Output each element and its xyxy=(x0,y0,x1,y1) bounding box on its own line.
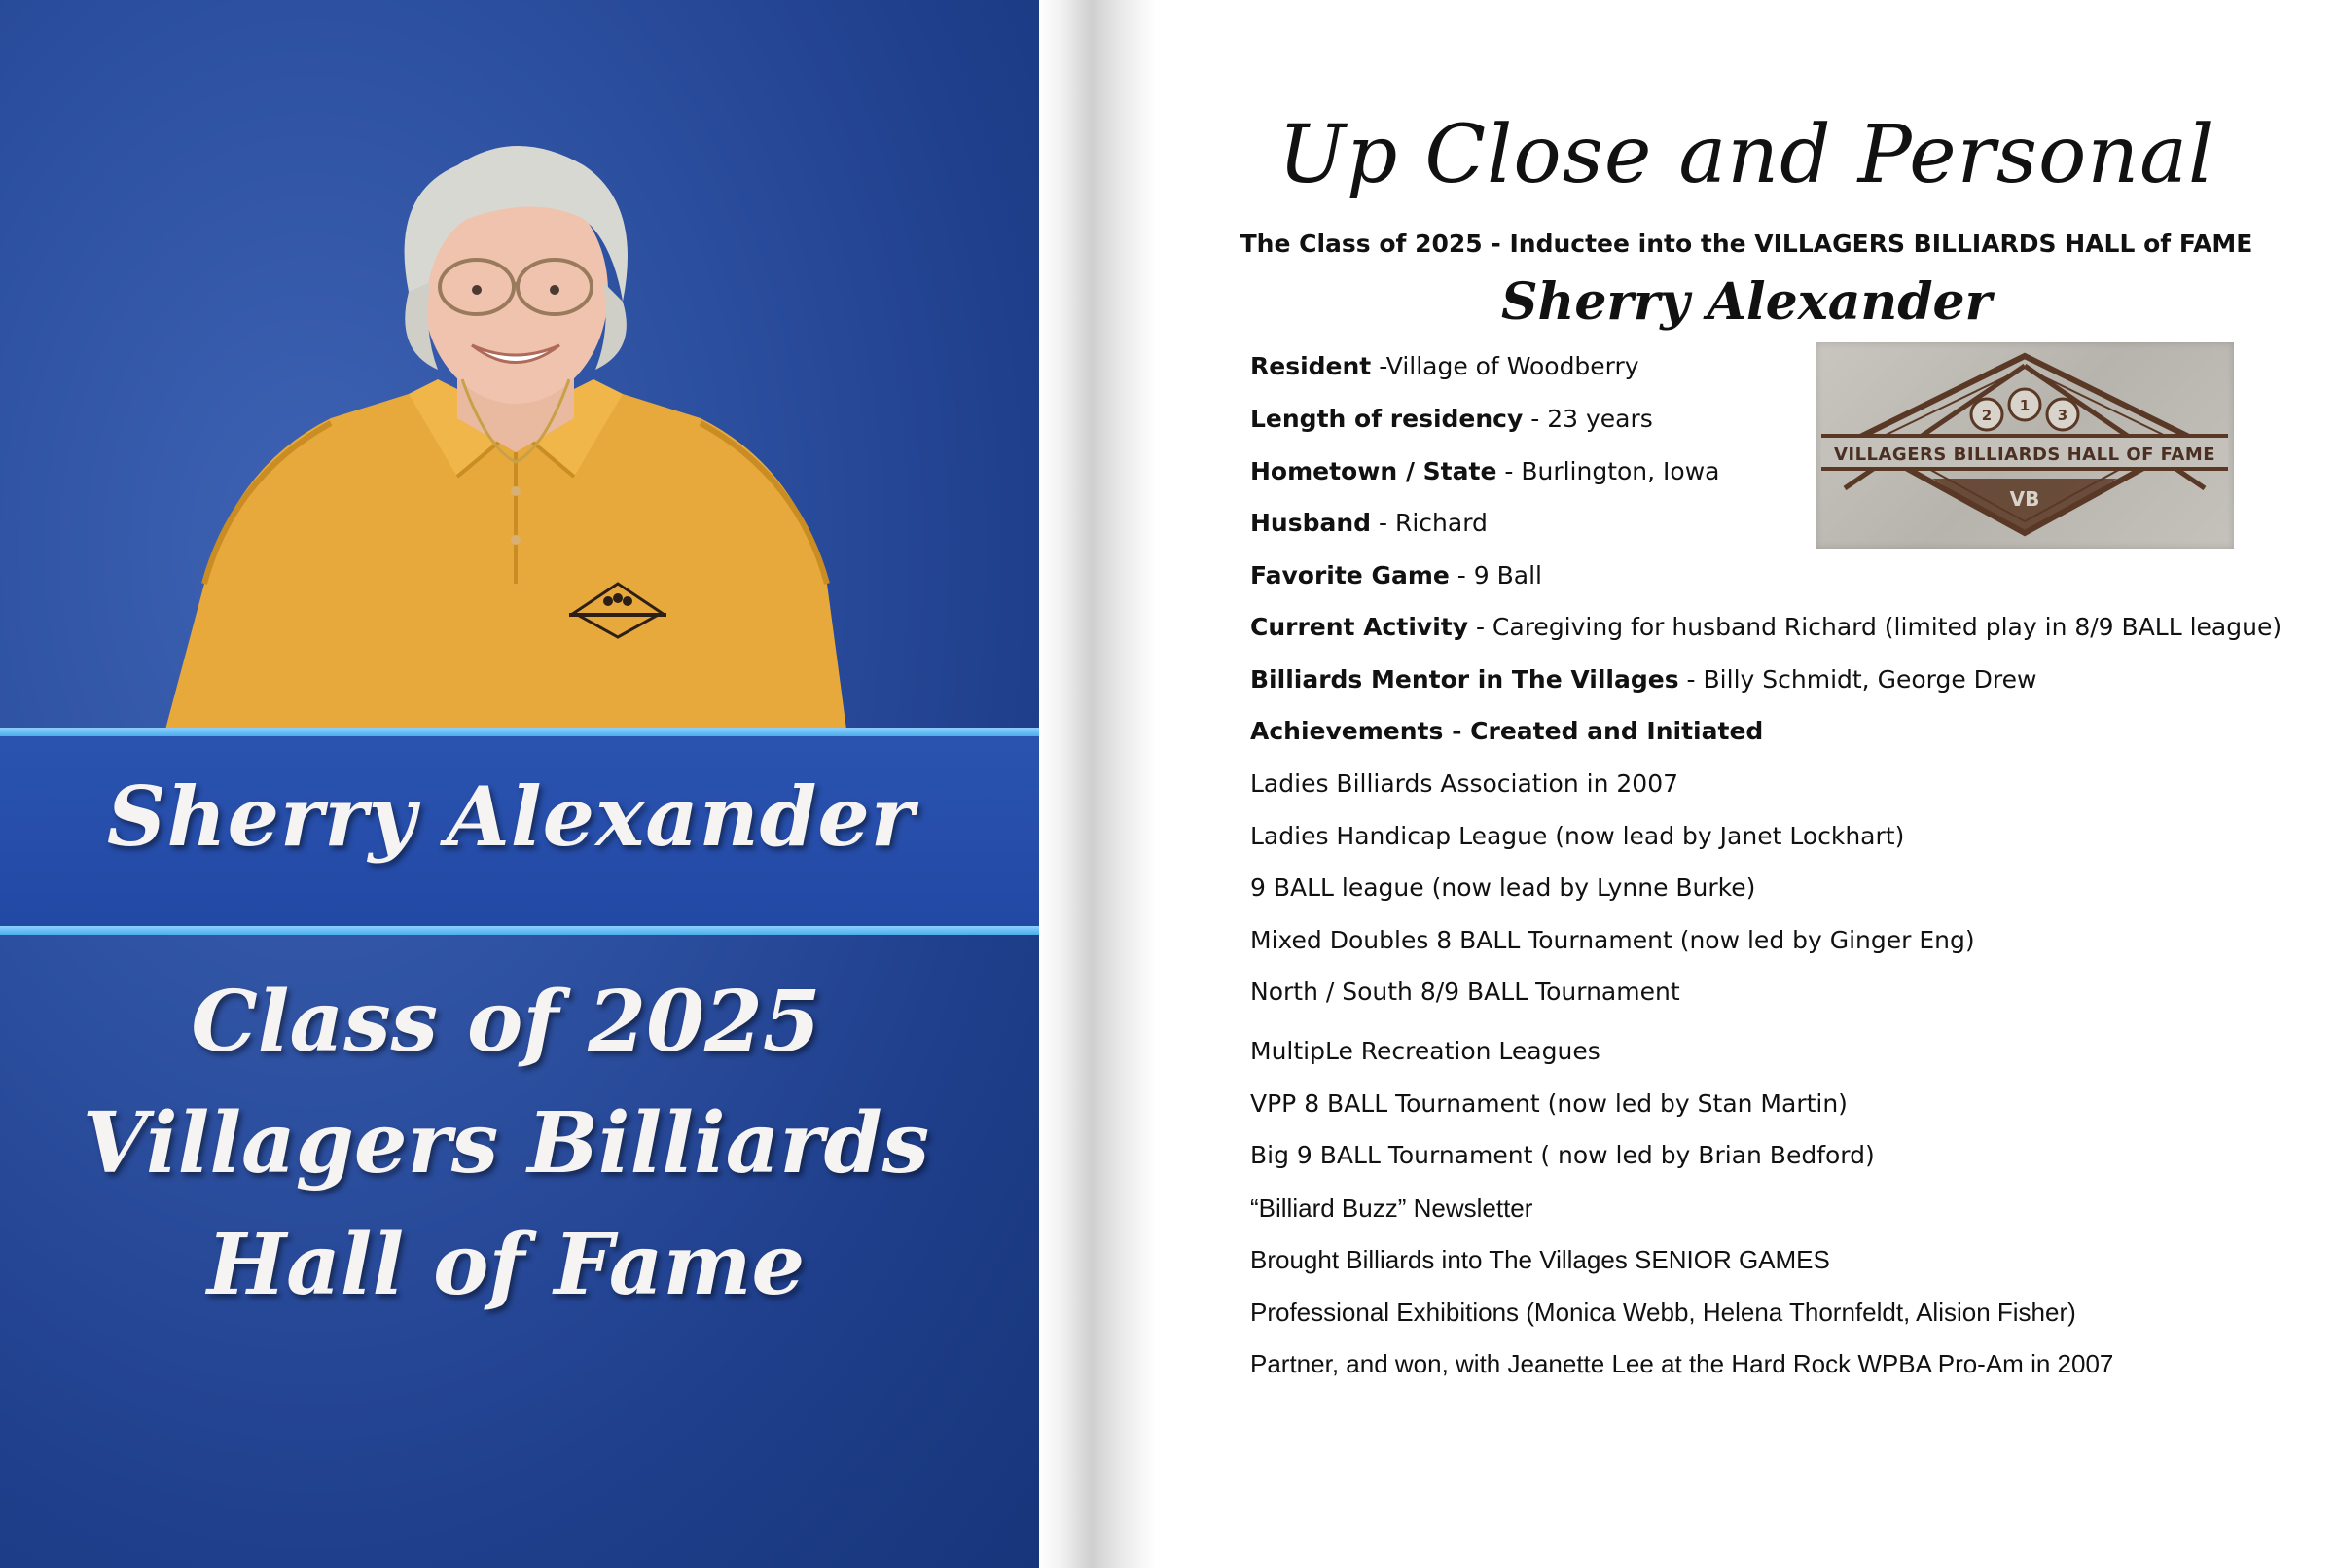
achievement-item: Big 9 BALL Tournament ( now led by Brian Bedford) xyxy=(1250,1141,1875,1169)
extra-item: Partner, and won, with Jeanette Lee at the Hard Rock WPBA Pro-Am in 2007 xyxy=(1250,1349,2114,1378)
logo-ball-1: 1 xyxy=(2019,397,2031,414)
fact-label: Resident xyxy=(1250,352,1372,380)
fact-residency xyxy=(1250,405,1653,433)
fact-label: Husband xyxy=(1250,509,1372,537)
achievement-item: Ladies Handicap League (now lead by Janet Lockhart) xyxy=(1250,822,1905,850)
achievement-item: Mixed Doubles 8 BALL Tournament (now led by Ginger Eng) xyxy=(1250,926,1975,954)
class-line-2: Villagers Billiards xyxy=(82,1094,930,1193)
fact-label: Length of residency xyxy=(1250,405,1524,433)
logo-ball-2: 2 xyxy=(1981,407,1993,424)
right-page xyxy=(1156,0,2337,1568)
fact-value: - Caregiving for husband Richard (limited play in 8/9 BALL league) xyxy=(1468,613,2283,641)
achievement-item: MultipLe Recreation Leagues xyxy=(1250,1037,1600,1065)
achievement-item: VPP 8 BALL Tournament (now led by Stan Martin) xyxy=(1250,1089,1848,1118)
fact-current-activity xyxy=(1250,613,2282,641)
left-name-title: Sherry Alexander xyxy=(106,768,916,865)
logo-text: VILLAGERS BILLIARDS HALL OF FAME xyxy=(1833,445,2216,465)
fact-husband xyxy=(1250,509,1488,537)
book-gutter xyxy=(1039,0,1156,1568)
achievement-item: 9 BALL league (now lead by Lynne Burke) xyxy=(1250,873,1756,902)
fact-value: - Richard xyxy=(1371,509,1488,537)
fact-value: - 23 years xyxy=(1523,405,1653,433)
extra-item: Brought Billiards into The Villages SENIOR GAMES xyxy=(1250,1245,1830,1274)
page-title: Up Close and Personal xyxy=(1277,109,2215,201)
fact-label: Hometown / State xyxy=(1250,457,1497,485)
fact-achievements-heading xyxy=(1250,717,1763,745)
fact-resident xyxy=(1250,352,1639,380)
fact-value: - 9 Ball xyxy=(1449,561,1542,589)
logo-ball-3: 3 xyxy=(2057,407,2068,424)
left-page xyxy=(0,0,1039,1568)
fact-value: - Burlington, Iowa xyxy=(1496,457,1720,485)
fact-label: Favorite Game xyxy=(1250,561,1450,589)
inductee-name: Sherry Alexander xyxy=(1500,272,1993,332)
class-line-1: Class of 2025 xyxy=(191,973,821,1071)
subtitle: The Class of 2025 - Inductee into the VILLAGERS BILLIARDS HALL of FAME xyxy=(1240,230,2253,258)
bottom-stripe xyxy=(0,926,1039,935)
top-stripe xyxy=(0,728,1039,736)
extra-item: “Billiard Buzz” Newsletter xyxy=(1250,1194,1533,1223)
achievement-item: North / South 8/9 BALL Tournament xyxy=(1250,978,1680,1006)
fact-mentor xyxy=(1250,665,2036,694)
achievement-item: Ladies Billiards Association in 2007 xyxy=(1250,769,1679,798)
fact-hometown xyxy=(1250,457,1719,485)
fact-favorite-game xyxy=(1250,561,1542,589)
fact-value: -Village of Woodberry xyxy=(1371,352,1639,380)
logo-vb: VB xyxy=(2009,487,2040,511)
fact-label: Current Activity xyxy=(1250,613,1469,641)
class-line-3: Hall of Fame xyxy=(206,1216,806,1314)
fact-label: Billiards Mentor in The Villages xyxy=(1250,665,1679,694)
fact-label: Achievements - Created and Initiated xyxy=(1250,717,1764,745)
fact-value: - Billy Schmidt, George Drew xyxy=(1678,665,2037,694)
portrait-photo xyxy=(146,126,885,730)
hall-of-fame-logo xyxy=(1816,342,2234,549)
extra-item: Professional Exhibitions (Monica Webb, Helena Thornfeldt, Alision Fisher) xyxy=(1250,1298,2076,1327)
